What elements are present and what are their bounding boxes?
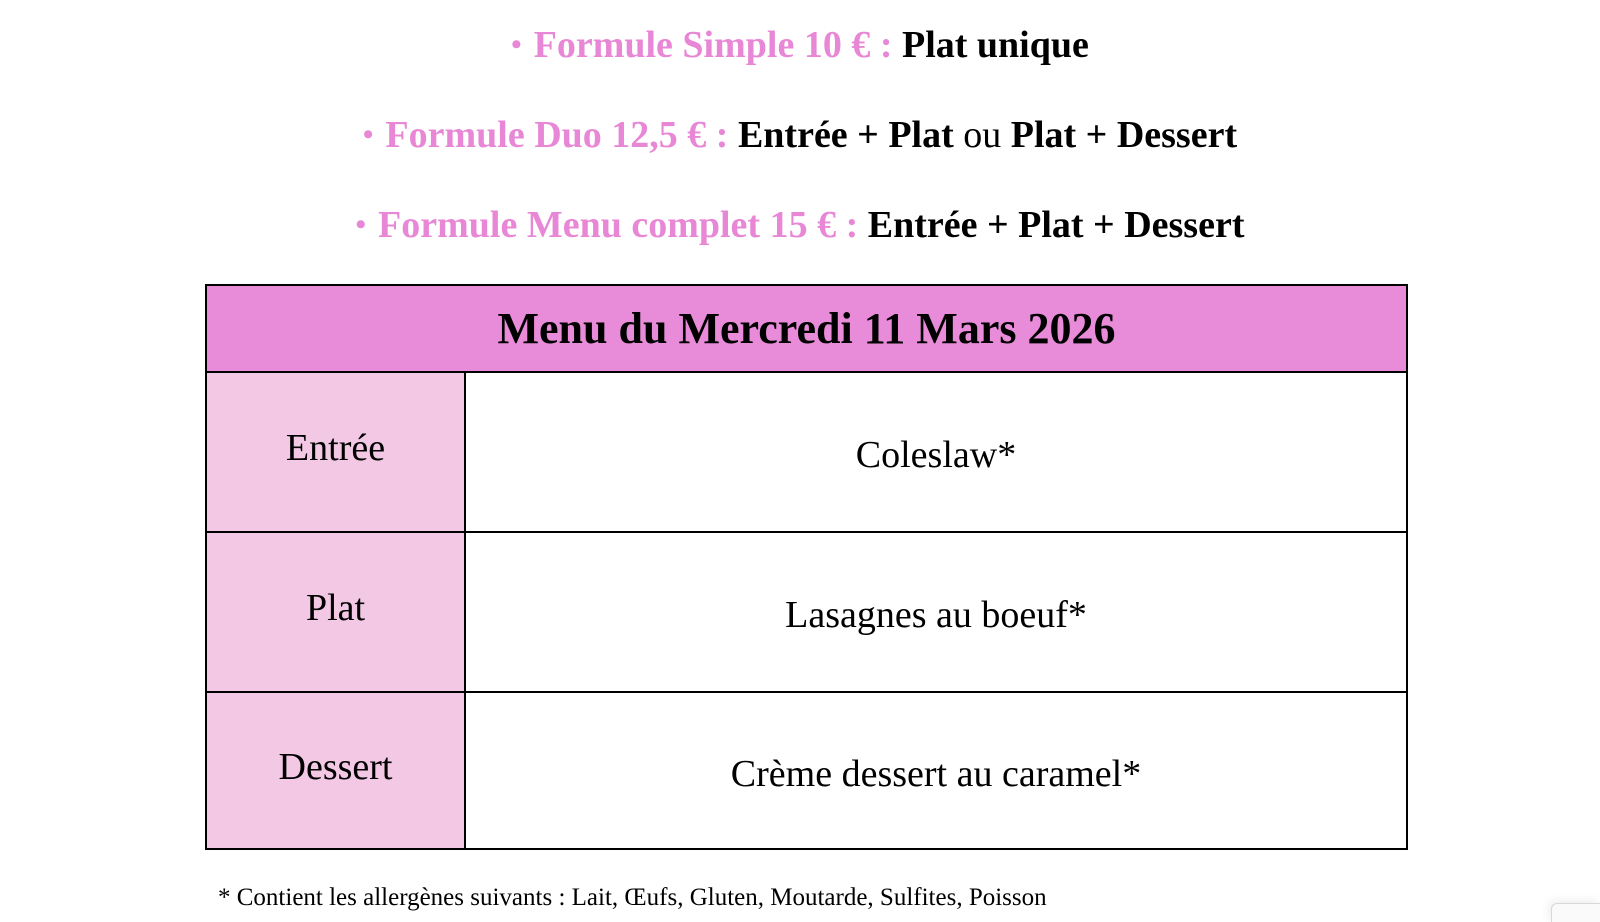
bullet-icon: • xyxy=(511,28,522,61)
bullet-icon: • xyxy=(362,118,374,151)
corner-widget[interactable] xyxy=(1551,903,1600,922)
bullet-icon: • xyxy=(355,208,367,241)
formula-content: Plat unique xyxy=(901,24,1089,66)
course-label-dessert: Dessert xyxy=(207,693,466,848)
formula-simple xyxy=(0,20,1600,70)
table-row xyxy=(207,533,1406,693)
formula-name: Formule Duo 12,5 € : xyxy=(385,114,729,156)
course-label-plat: Plat xyxy=(207,533,466,691)
formula-content: Plat + Dessert xyxy=(1010,114,1238,156)
dish-entree: Coleslaw* xyxy=(855,434,1017,476)
dish-dessert: Crème dessert au caramel* xyxy=(730,752,1142,795)
menu-title: Menu du Mercredi 11 Mars 2026 xyxy=(207,286,1406,373)
table-row xyxy=(207,373,1406,533)
dish-plat: Lasagnes au boeuf* xyxy=(785,594,1087,636)
formula-conjunction: ou xyxy=(963,114,1002,156)
formula-content: Entrée + Plat xyxy=(737,114,954,156)
allergen-footnote: * Contient les allergènes suivants : Lait, Œufs, Gluten, Moutarde, Sulfites, Poisson xyxy=(218,884,1047,911)
formula-content: Entrée + Plat + Dessert xyxy=(867,204,1245,246)
formula-menu-complet xyxy=(0,200,1600,250)
formula-duo xyxy=(0,110,1600,160)
table-row xyxy=(207,693,1406,848)
formula-name: Formule Menu complet 15 € : xyxy=(378,204,859,246)
menu-table xyxy=(205,284,1408,850)
formula-name: Formule Simple 10 € : xyxy=(533,24,893,66)
course-label-entree: Entrée xyxy=(207,373,466,531)
